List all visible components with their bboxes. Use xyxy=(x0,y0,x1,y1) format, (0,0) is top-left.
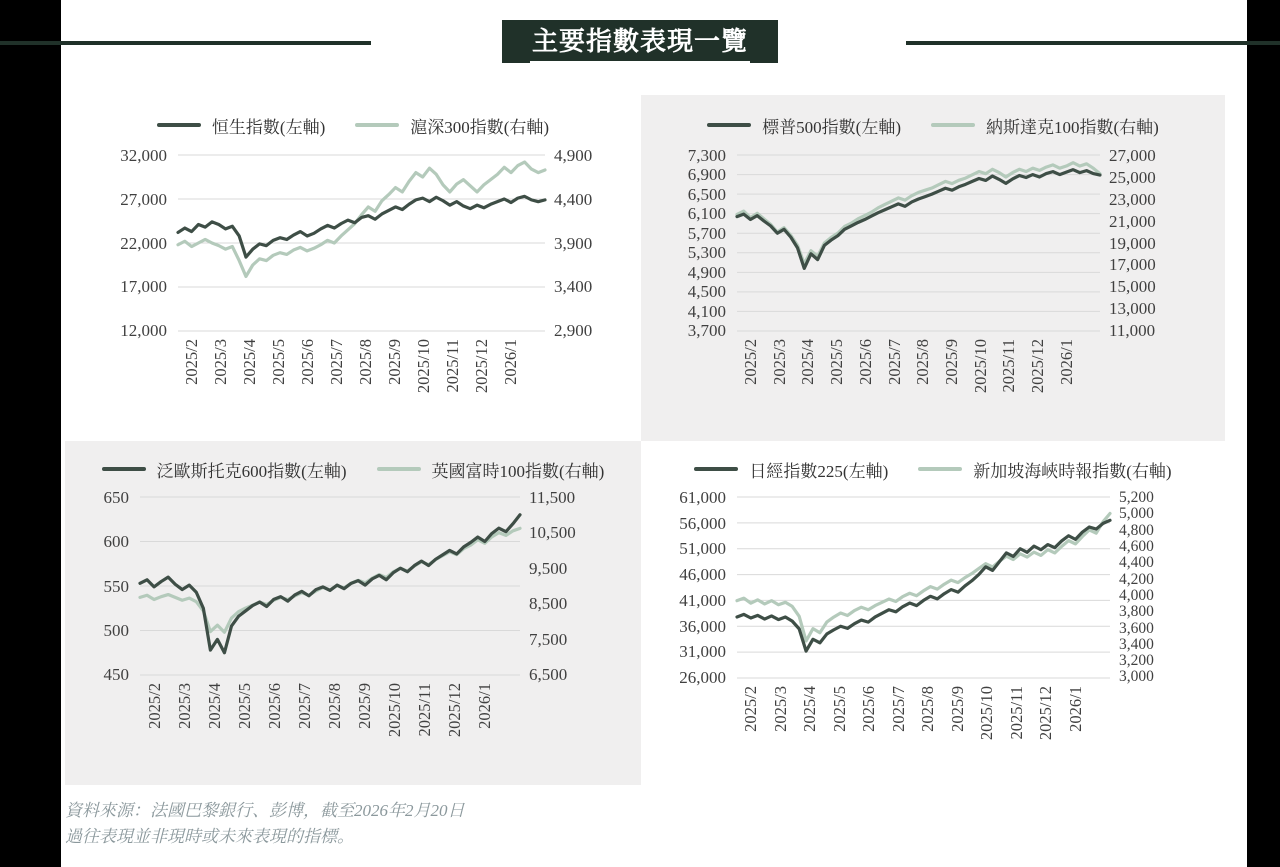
y-tick-label: 4,100 xyxy=(687,301,726,321)
y-tick-label: 10,500 xyxy=(529,523,576,543)
y-tick-label: 6,100 xyxy=(687,204,726,224)
x-tick xyxy=(1032,686,1061,785)
x-tick-label: 2025/5 xyxy=(269,339,289,385)
x-tick xyxy=(320,683,350,785)
x-tick-label: 2025/10 xyxy=(970,339,990,394)
y-tick-label: 4,200 xyxy=(1119,570,1154,588)
x-tick-label: 2025/9 xyxy=(947,686,967,732)
x-tick-label: 2025/11 xyxy=(1006,686,1026,740)
legend-item xyxy=(102,457,347,482)
x-tick xyxy=(260,683,290,785)
y-tick-label: 11,500 xyxy=(529,488,576,507)
y-tick-label: 450 xyxy=(103,665,129,684)
page-title xyxy=(502,20,778,63)
y-tick-label: 4,000 xyxy=(1119,586,1154,604)
x-tick xyxy=(855,686,884,785)
x-tick xyxy=(323,339,352,441)
series-line-dark xyxy=(737,170,1100,269)
x-tick-label: 2025/4 xyxy=(240,339,260,385)
plot xyxy=(140,497,520,675)
y-tick-label: 15,000 xyxy=(1109,277,1156,297)
legend-item xyxy=(377,457,605,482)
legend-label: 泛歐斯托克600指數(左軸) xyxy=(156,461,347,481)
x-tick xyxy=(230,683,260,785)
y-tick-label: 3,400 xyxy=(1119,635,1154,653)
legend-item xyxy=(931,113,1159,138)
x-tick-label: 2025/11 xyxy=(999,339,1019,393)
x-tick xyxy=(880,339,909,441)
y-tick-label: 26,000 xyxy=(679,667,726,687)
x-tick-label: 2025/6 xyxy=(855,339,875,385)
y-tick-label: 13,000 xyxy=(1109,299,1156,319)
plot xyxy=(178,155,545,331)
x-tick-label: 2025/4 xyxy=(204,683,224,729)
legend-label: 恒生指數(左軸) xyxy=(211,117,326,137)
x-tick xyxy=(796,686,825,785)
plot-area xyxy=(178,155,545,331)
y-tick-label: 3,200 xyxy=(1119,652,1154,670)
x-tick-label: 2026/1 xyxy=(501,339,521,385)
y-axis-left xyxy=(65,489,140,683)
x-tick xyxy=(909,339,938,441)
x-tick-label: 2025/11 xyxy=(443,339,463,393)
y-axis-right xyxy=(520,489,641,683)
light-line-swatch xyxy=(931,123,975,127)
x-tick-label: 2026/1 xyxy=(1065,686,1085,732)
y-tick-label: 4,900 xyxy=(554,146,593,165)
y-tick-label: 650 xyxy=(103,488,129,507)
x-tick xyxy=(973,686,1002,785)
x-tick-label: 2025/7 xyxy=(888,686,908,732)
x-tick xyxy=(914,686,943,785)
y-tick-label: 3,900 xyxy=(554,233,593,253)
y-tick-label: 7,500 xyxy=(529,629,568,649)
x-tick xyxy=(1061,686,1090,785)
y-tick-label: 7,300 xyxy=(687,146,726,165)
y-tick-label: 5,300 xyxy=(687,243,726,263)
x-tick-label: 2025/7 xyxy=(884,339,904,385)
y-tick-label: 6,500 xyxy=(529,664,568,684)
plot-area xyxy=(737,155,1100,331)
x-tick-label: 2025/3 xyxy=(211,339,231,385)
source-line-2: 過往表現並非現時或未來表現的指標。 xyxy=(65,827,354,847)
legend-label: 英國富時100指數(右軸) xyxy=(431,461,605,481)
x-tick-label: 2025/11 xyxy=(415,683,435,737)
x-tick xyxy=(380,683,410,785)
x-tick xyxy=(170,683,200,785)
x-tick xyxy=(294,339,323,441)
light-line-swatch xyxy=(918,467,962,471)
x-tick-label: 2025/2 xyxy=(182,339,202,385)
x-tick xyxy=(207,339,236,441)
x-tick xyxy=(823,339,852,441)
x-tick-label: 2025/3 xyxy=(769,339,789,385)
x-tick-label: 2025/4 xyxy=(800,686,820,732)
legend-item xyxy=(355,113,549,138)
x-tick xyxy=(766,339,795,441)
x-tick-label: 2025/9 xyxy=(385,339,405,385)
y-tick-label: 3,000 xyxy=(1119,668,1154,686)
page-title-text: 主要指數表現一覽 xyxy=(530,21,750,63)
x-axis xyxy=(737,678,1110,785)
y-tick-label: 2,900 xyxy=(554,321,593,340)
y-tick-label: 4,400 xyxy=(554,189,593,209)
x-tick-label: 2025/5 xyxy=(234,683,254,729)
x-tick-label: 2025/2 xyxy=(741,339,761,385)
y-tick-label: 56,000 xyxy=(679,513,726,533)
x-tick xyxy=(265,339,294,441)
x-tick xyxy=(967,339,996,441)
dark-line-swatch xyxy=(694,467,738,471)
x-tick xyxy=(497,339,526,441)
x-tick-label: 2025/9 xyxy=(354,683,374,729)
chart-nikkei225-vs-sti xyxy=(641,441,1225,785)
y-tick-label: 21,000 xyxy=(1109,211,1156,231)
plot xyxy=(737,497,1110,678)
dark-line-swatch xyxy=(157,123,201,127)
x-tick xyxy=(140,683,170,785)
x-tick-label: 2025/10 xyxy=(385,683,405,738)
x-tick xyxy=(737,686,766,785)
y-tick-label: 500 xyxy=(103,620,129,640)
x-tick xyxy=(470,683,500,785)
y-tick-label: 6,900 xyxy=(687,165,726,185)
x-tick-label: 2025/9 xyxy=(941,339,961,385)
x-tick-label: 2026/1 xyxy=(475,683,495,729)
y-tick-label: 5,700 xyxy=(687,223,726,243)
x-tick-label: 2025/12 xyxy=(472,339,492,394)
y-tick-label: 11,000 xyxy=(1109,321,1156,340)
y-tick-label: 4,600 xyxy=(1119,537,1154,555)
y-tick-label: 19,000 xyxy=(1109,233,1156,253)
legend-item xyxy=(707,113,901,138)
y-axis-right xyxy=(545,147,641,339)
y-tick-label: 61,000 xyxy=(679,488,726,507)
legend-item xyxy=(918,457,1171,482)
chart-body xyxy=(65,146,641,340)
y-tick-label: 600 xyxy=(103,532,129,552)
x-tick xyxy=(468,339,497,441)
x-tick-label: 2025/8 xyxy=(324,683,344,729)
y-tick-label: 3,800 xyxy=(1119,603,1154,621)
plot xyxy=(737,155,1100,331)
x-tick-label: 2025/8 xyxy=(913,339,933,385)
title-rule-left xyxy=(0,41,371,45)
y-tick-label: 17,000 xyxy=(1109,255,1156,275)
y-axis-left xyxy=(65,147,178,339)
dark-line-swatch xyxy=(707,123,751,127)
y-tick-label: 4,900 xyxy=(687,262,726,282)
x-tick-label: 2025/3 xyxy=(174,683,194,729)
x-tick-label: 2025/6 xyxy=(264,683,284,729)
x-tick xyxy=(236,339,265,441)
x-tick-label: 2025/2 xyxy=(741,686,761,732)
x-tick-label: 2025/8 xyxy=(918,686,938,732)
x-tick xyxy=(766,686,795,785)
y-tick-label: 36,000 xyxy=(679,616,726,636)
y-tick-label: 3,600 xyxy=(1119,619,1154,637)
x-axis xyxy=(178,331,545,441)
y-tick-label: 25,000 xyxy=(1109,167,1156,187)
y-tick-label: 41,000 xyxy=(679,590,726,610)
x-tick-label: 2025/10 xyxy=(414,339,434,394)
y-axis-left xyxy=(641,489,737,686)
y-tick-label: 4,400 xyxy=(1119,554,1154,572)
x-tick-label: 2025/3 xyxy=(770,686,790,732)
light-line-swatch xyxy=(355,123,399,127)
x-tick xyxy=(350,683,380,785)
x-tick xyxy=(381,339,410,441)
title-rule-right xyxy=(906,41,1280,45)
x-tick xyxy=(884,686,913,785)
legend-item xyxy=(157,113,325,138)
x-tick-label: 2025/5 xyxy=(827,339,847,385)
x-tick xyxy=(290,683,320,785)
x-tick xyxy=(1024,339,1053,441)
x-tick xyxy=(995,339,1024,441)
legend-label: 新加坡海峽時報指數(右軸) xyxy=(973,461,1172,481)
y-tick-label: 31,000 xyxy=(679,642,726,662)
x-tick xyxy=(440,683,470,785)
x-tick xyxy=(200,683,230,785)
x-tick-label: 2025/6 xyxy=(298,339,318,385)
x-tick xyxy=(410,339,439,441)
x-tick-label: 2025/7 xyxy=(294,683,314,729)
x-tick-label: 2025/7 xyxy=(327,339,347,385)
y-axis-right xyxy=(1100,147,1225,339)
source-line-1: 資料來源：法國巴黎銀行、彭博，截至2026年2月20日 xyxy=(65,801,465,820)
x-tick xyxy=(852,339,881,441)
x-tick-label: 2025/10 xyxy=(977,686,997,741)
x-axis xyxy=(140,675,520,785)
x-tick-label: 2025/6 xyxy=(859,686,879,732)
x-tick xyxy=(1002,686,1031,785)
chart-stoxx600-vs-ftse100 xyxy=(65,441,641,785)
x-tick xyxy=(938,339,967,441)
x-axis xyxy=(737,331,1100,441)
x-tick-label: 2025/12 xyxy=(1027,339,1047,394)
plot-area xyxy=(140,497,520,675)
chart-body xyxy=(641,488,1225,687)
y-axis-left xyxy=(641,147,737,339)
x-tick xyxy=(1053,339,1082,441)
y-tick-label: 4,800 xyxy=(1119,521,1154,539)
x-tick xyxy=(794,339,823,441)
x-tick xyxy=(943,686,972,785)
dark-line-swatch xyxy=(102,467,146,471)
x-tick-label: 2025/12 xyxy=(445,683,465,738)
y-tick-label: 6,500 xyxy=(687,184,726,204)
y-tick-label: 51,000 xyxy=(679,539,726,559)
x-tick xyxy=(352,339,381,441)
chart-sp500-vs-nasdaq100 xyxy=(641,95,1225,441)
y-tick-label: 550 xyxy=(103,576,129,596)
series-line-dark xyxy=(140,515,520,653)
x-tick-label: 2025/8 xyxy=(356,339,376,385)
y-tick-label: 3,700 xyxy=(687,320,726,340)
series-line-dark xyxy=(737,520,1110,651)
legend-label: 標普500指數(左軸) xyxy=(762,117,901,137)
y-tick-label: 32,000 xyxy=(120,146,167,165)
x-tick xyxy=(410,683,440,785)
y-tick-label: 22,000 xyxy=(120,233,167,253)
chart-body xyxy=(641,146,1225,340)
y-tick-label: 9,500 xyxy=(529,558,568,578)
y-tick-label: 5,000 xyxy=(1119,505,1154,523)
x-tick-label: 2025/5 xyxy=(829,686,849,732)
y-tick-label: 46,000 xyxy=(679,565,726,585)
series-line-light xyxy=(140,528,520,632)
y-tick-label: 17,000 xyxy=(120,277,167,297)
source-note xyxy=(65,798,465,851)
y-tick-label: 12,000 xyxy=(120,321,167,340)
x-tick xyxy=(825,686,854,785)
y-tick-label: 5,200 xyxy=(1119,489,1154,506)
legend-label: 日經指數225(左軸) xyxy=(749,461,889,481)
y-tick-label: 4,500 xyxy=(687,282,726,302)
y-axis-right xyxy=(1110,490,1225,685)
y-tick-label: 3,400 xyxy=(554,277,593,297)
y-tick-label: 27,000 xyxy=(120,189,167,209)
y-tick-label: 27,000 xyxy=(1109,146,1156,165)
x-tick xyxy=(439,339,468,441)
legend-item xyxy=(694,457,888,482)
y-tick-label: 8,500 xyxy=(529,594,568,614)
x-tick xyxy=(178,339,207,441)
x-tick xyxy=(737,339,766,441)
x-tick-label: 2026/1 xyxy=(1056,339,1076,385)
chart-body xyxy=(65,488,641,684)
legend-label: 滬深300指數(右軸) xyxy=(410,117,550,137)
x-tick-label: 2025/4 xyxy=(798,339,818,385)
light-line-swatch xyxy=(377,467,421,471)
y-tick-label: 23,000 xyxy=(1109,189,1156,209)
x-tick-label: 2025/2 xyxy=(144,683,164,729)
page-edge-left xyxy=(0,0,61,867)
plot-area xyxy=(737,497,1110,678)
chart-hang-seng-vs-csi300 xyxy=(65,95,641,441)
x-tick-label: 2025/12 xyxy=(1036,686,1056,741)
page-edge-right xyxy=(1247,0,1280,867)
legend-label: 納斯達克100指數(右軸) xyxy=(986,117,1159,137)
